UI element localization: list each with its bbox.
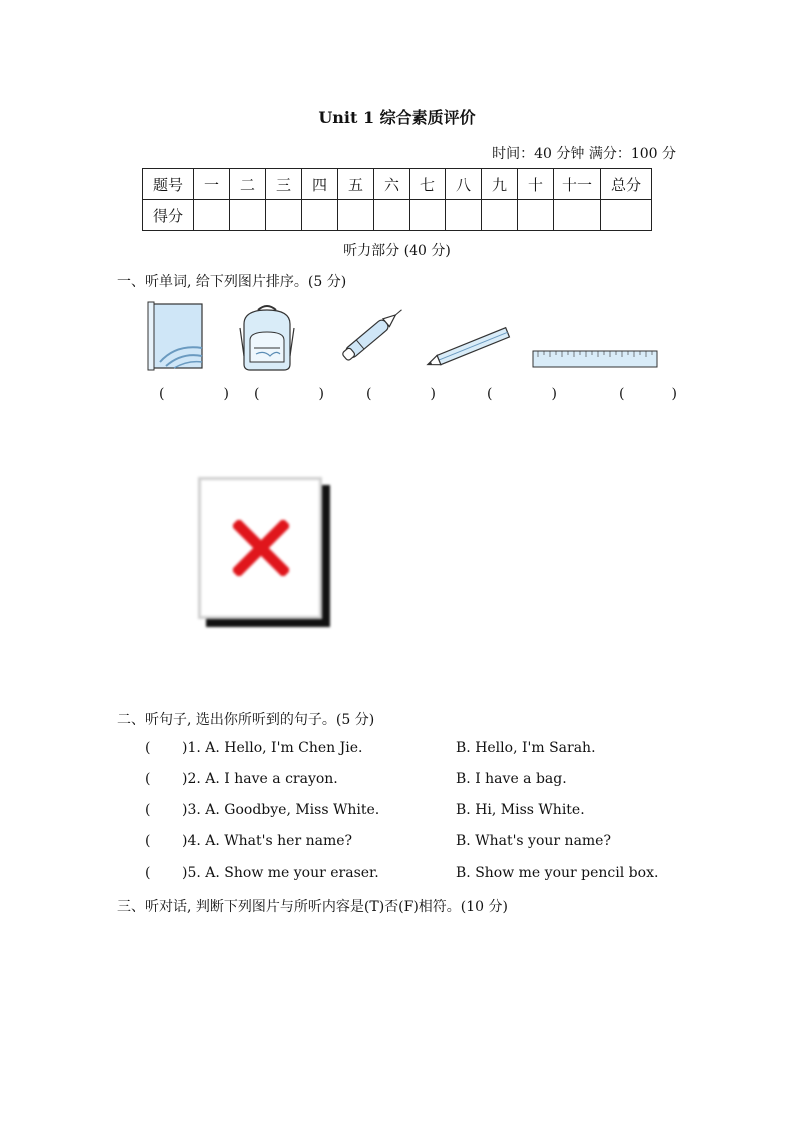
broken-image-icon bbox=[198, 477, 322, 619]
score-blank[interactable] bbox=[266, 200, 302, 231]
score-cell: 十一 bbox=[554, 169, 601, 200]
red-x-icon bbox=[233, 520, 289, 576]
paren-close: ) bbox=[430, 386, 436, 402]
pen-icon bbox=[333, 298, 413, 372]
option-b: B. What's your name? bbox=[456, 833, 611, 849]
score-blank[interactable] bbox=[338, 200, 374, 231]
score-blank[interactable] bbox=[446, 200, 482, 231]
answer-paren-2[interactable] bbox=[254, 386, 324, 402]
q2-item bbox=[145, 740, 665, 760]
score-cell: 八 bbox=[446, 169, 482, 200]
listening-title: 听力部分 (40 分) bbox=[343, 243, 451, 259]
score-blank[interactable] bbox=[410, 200, 446, 231]
q3-heading: 三、听对话, 判断下列图片与所听内容是(T)否(F)相符。(10 分) bbox=[117, 899, 508, 915]
q2-heading: 二、听句子, 选出你所听到的句子。(5 分) bbox=[117, 712, 375, 728]
score-blank[interactable] bbox=[194, 200, 230, 231]
option-b: B. Show me your pencil box. bbox=[456, 865, 659, 881]
option-a: )4. A. What's her name? bbox=[182, 833, 353, 849]
score-label: 得分 bbox=[143, 200, 194, 231]
option-a: )3. A. Goodbye, Miss White. bbox=[182, 802, 380, 818]
score-cell: 七 bbox=[410, 169, 446, 200]
paren-open: ( bbox=[366, 386, 372, 402]
exam-meta: 时间：40 分钟 满分：100 分 bbox=[492, 146, 676, 162]
score-cell: 六 bbox=[374, 169, 410, 200]
score-cell: 三 bbox=[266, 169, 302, 200]
score-cell: 四 bbox=[302, 169, 338, 200]
answer-paren-5[interactable] bbox=[619, 386, 677, 402]
pencil-icon bbox=[423, 325, 515, 373]
answer-paren-3[interactable] bbox=[366, 386, 436, 402]
q1-heading: 一、听单词, 给下列图片排序。(5 分) bbox=[117, 274, 347, 290]
q2-item bbox=[145, 802, 665, 822]
answer-paren[interactable]: ( bbox=[145, 771, 151, 787]
answer-paren[interactable]: ( bbox=[145, 740, 151, 756]
answer-paren-4[interactable] bbox=[487, 386, 557, 402]
score-blank[interactable] bbox=[482, 200, 518, 231]
answer-paren[interactable]: ( bbox=[145, 833, 151, 849]
paren-open: ( bbox=[159, 386, 165, 402]
page-title: Unit 1 综合素质评价 bbox=[318, 108, 476, 127]
score-cell: 一 bbox=[194, 169, 230, 200]
paren-close: ) bbox=[551, 386, 557, 402]
score-cell: 总分 bbox=[601, 169, 652, 200]
paren-close: ) bbox=[318, 386, 324, 402]
score-header-row bbox=[143, 169, 652, 200]
option-a: )2. A. I have a crayon. bbox=[182, 771, 338, 787]
score-blank[interactable] bbox=[230, 200, 266, 231]
option-b: B. Hello, I'm Sarah. bbox=[456, 740, 596, 756]
paren-close: ) bbox=[223, 386, 229, 402]
score-cell: 九 bbox=[482, 169, 518, 200]
backpack-icon bbox=[236, 302, 298, 372]
notebook-icon bbox=[146, 300, 206, 372]
score-cell: 二 bbox=[230, 169, 266, 200]
answer-paren[interactable]: ( bbox=[145, 865, 151, 881]
q2-item bbox=[145, 865, 665, 885]
q2-item bbox=[145, 833, 665, 853]
paren-close: ) bbox=[671, 386, 677, 402]
score-table bbox=[142, 168, 652, 231]
answer-paren-1[interactable] bbox=[159, 386, 229, 402]
q2-item bbox=[145, 771, 665, 791]
option-b: B. Hi, Miss White. bbox=[456, 802, 585, 818]
score-cell: 题号 bbox=[143, 169, 194, 200]
paren-open: ( bbox=[254, 386, 260, 402]
score-cell: 五 bbox=[338, 169, 374, 200]
score-blank[interactable] bbox=[302, 200, 338, 231]
paren-open: ( bbox=[487, 386, 493, 402]
answer-paren[interactable]: ( bbox=[145, 802, 151, 818]
ruler-icon bbox=[532, 350, 658, 368]
option-a: )1. A. Hello, I'm Chen Jie. bbox=[182, 740, 363, 756]
option-b: B. I have a bag. bbox=[456, 771, 567, 787]
score-blank[interactable] bbox=[518, 200, 554, 231]
score-blank[interactable] bbox=[554, 200, 601, 231]
score-blank[interactable] bbox=[601, 200, 652, 231]
option-a: )5. A. Show me your eraser. bbox=[182, 865, 379, 881]
paren-open: ( bbox=[619, 386, 625, 402]
score-blank[interactable] bbox=[374, 200, 410, 231]
score-value-row bbox=[143, 200, 652, 231]
score-cell: 十 bbox=[518, 169, 554, 200]
